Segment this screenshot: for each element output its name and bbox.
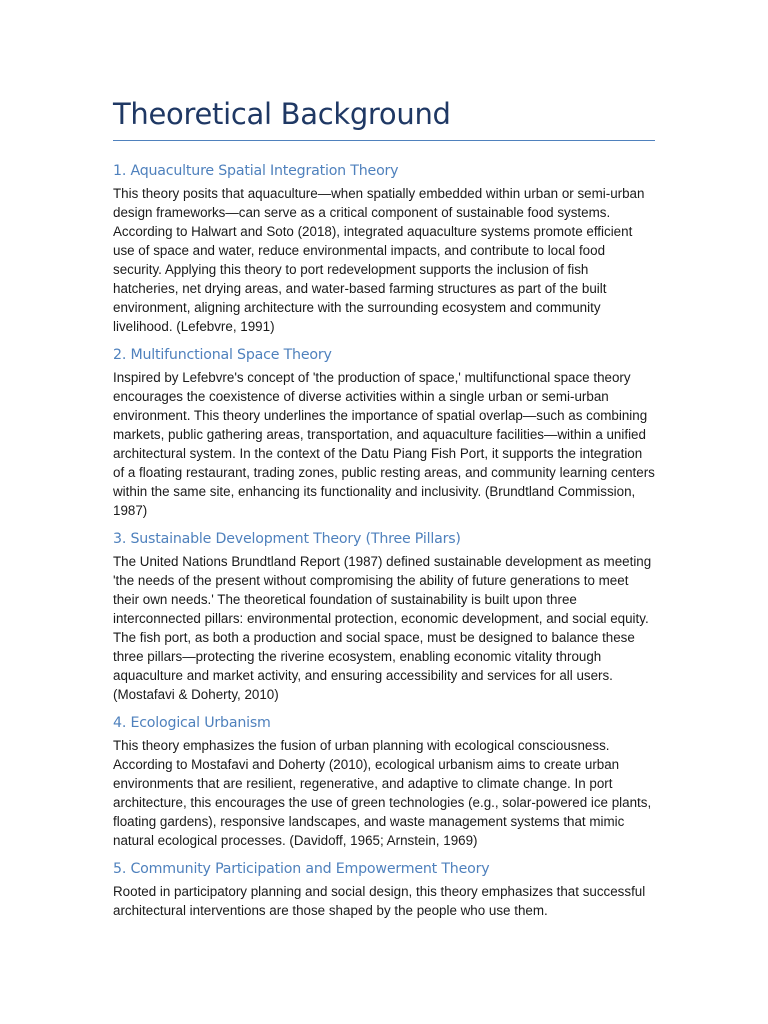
section-community-participation: [113, 859, 657, 920]
section-heading: 2. Multifunctional Space Theory: [113, 347, 332, 363]
section-body: This theory posits that aquaculture—when spatially embedded within urban or semi-urban design frameworks—can serve as a critical component of sustainable food systems. According to Halwart and Soto (2018), integrated aquaculture systems promote efficient use of space and water, reduce environmental impacts, and contribute to local food security. Applying this theory to port redevelopment supports the inclusion of fish hatcheries, net drying areas, and water-based farming structures as part of the built environment, aligning architecture with the surrounding ecosystem and community livelihood. (Lefebvre, 1991): [113, 186, 645, 334]
document-content: [113, 94, 657, 929]
section-body: Rooted in participatory planning and social design, this theory emphasizes that successful architectural interventions are those shaped by the people who use them.: [113, 884, 646, 918]
title-divider: [113, 140, 655, 141]
section-heading: 1. Aquaculture Spatial Integration Theory: [113, 163, 399, 179]
section-heading: 4. Ecological Urbanism: [113, 715, 271, 731]
section-heading: 5. Community Participation and Empowerment Theory: [113, 861, 490, 877]
section-body: The United Nations Brundtland Report (1987) defined sustainable development as meeting 'the needs of the present without compromising the ability of future generations to meet their own needs.' The theoretical foundation of sustainability is built upon three interconnected pillars: environmental protection, economic development, and social equity. The fish port, as both a production and social space, must be designed to balance these three pillars—protecting the riverine ecosystem, enabling economic vitality through aquaculture and market activity, and ensuring accessibility and services for all users. (Mostafavi & Doherty, 2010): [113, 554, 652, 702]
section-body: This theory emphasizes the fusion of urban planning with ecological consciousness. According to Mostafavi and Doherty (2010), ecological urbanism aims to create urban environments that are resilient, regenerative, and adaptive to climate change. In port architecture, this encourages the use of green technologies (e.g., solar-powered ice plants, floating gardens), responsive landscapes, and waste management systems that mimic natural ecological processes. (Davidoff, 1965; Arnstein, 1969): [113, 738, 652, 848]
section-aquaculture-spatial-integration: [113, 161, 657, 336]
page-title: Theoretical Background: [113, 97, 451, 131]
section-multifunctional-space: [113, 345, 657, 520]
section-sustainable-development: [113, 529, 657, 704]
section-body: Inspired by Lefebvre's concept of 'the production of space,' multifunctional space theory encourages the coexistence of diverse activities within a single urban or semi-urban environment. This theory underlines the importance of spatial overlap—such as combining markets, public gathering areas, transportation, and aquaculture facilities—within a unified architectural system. In the context of the Datu Piang Fish Port, it supports the integration of a floating restaurant, trading zones, public resting areas, and community learning centers within the same site, enhancing its functionality and inclusivity. (Brundtland Commission, 1987): [113, 370, 655, 518]
section-ecological-urbanism: [113, 713, 657, 850]
section-heading: 3. Sustainable Development Theory (Three Pillars): [113, 531, 461, 547]
